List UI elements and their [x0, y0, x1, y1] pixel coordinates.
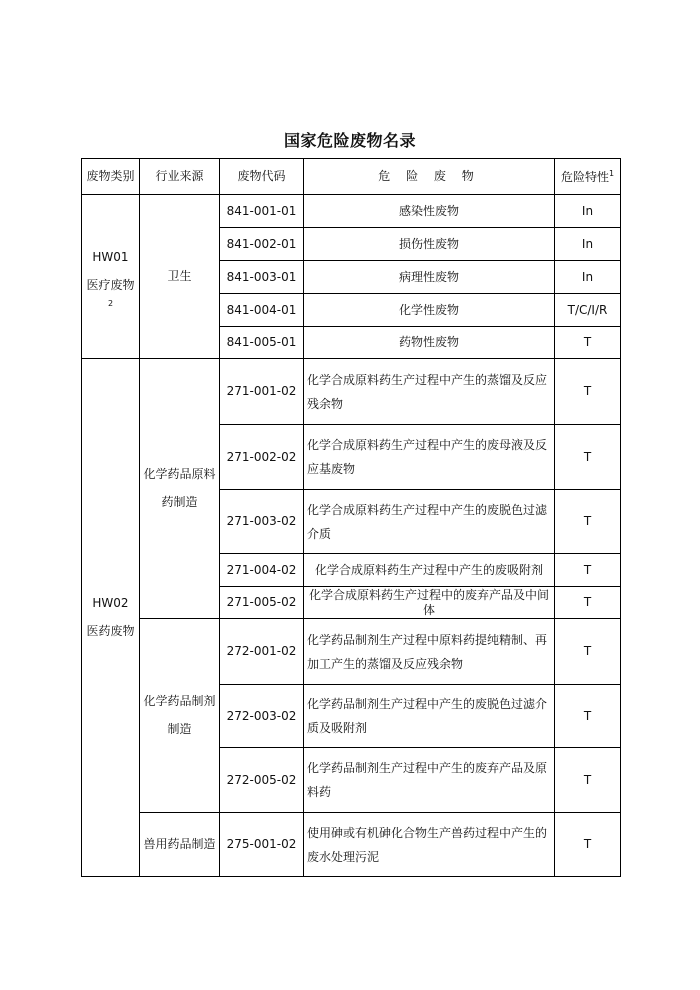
waste-description: 使用砷或有机砷化合物生产兽药过程中产生的废水处理污泥: [304, 813, 555, 877]
table-row: [82, 359, 621, 425]
category-name: 医疗废物: [86, 277, 135, 292]
waste-description: 化学合成原料药生产过程中产生的废母液及反应基废物: [304, 425, 555, 490]
hazard-characteristic: In: [555, 261, 621, 294]
hazard-characteristic: T: [555, 490, 621, 554]
hazard-characteristic: T: [555, 619, 621, 685]
industry-cell: 卫生: [140, 195, 220, 359]
category-cell-hw01: [82, 195, 140, 359]
waste-code: 271-003-02: [220, 490, 304, 554]
waste-description: 化学性废物: [304, 294, 555, 327]
hazard-characteristic: In: [555, 195, 621, 228]
table-row: [82, 813, 621, 877]
hazard-characteristic: T: [555, 748, 621, 813]
waste-description: 化学药品制剂生产过程中原料药提纯精制、再加工产生的蒸馏及反应残余物: [304, 619, 555, 685]
waste-code: 271-001-02: [220, 359, 304, 425]
category-cell-hw02: [82, 359, 140, 877]
waste-code: 271-004-02: [220, 554, 304, 587]
industry-cell: 兽用药品制造: [140, 813, 220, 877]
footnote-marker: 1: [608, 168, 615, 178]
waste-description: 化学合成原料药生产过程中的废弃产品及中间体: [304, 587, 555, 619]
header-waste: 危 险 废 物: [304, 159, 555, 195]
hazard-characteristic: T: [555, 587, 621, 619]
waste-description: 化学合成原料药生产过程中产生的蒸馏及反应残余物: [304, 359, 555, 425]
waste-code: 841-004-01: [220, 294, 304, 327]
table-row: [82, 619, 621, 685]
footnote-marker: 2: [107, 299, 114, 309]
page-title: 国家危险废物名录: [283, 131, 416, 150]
waste-description: 化学药品制剂生产过程中产生的废弃产品及原料药: [304, 748, 555, 813]
waste-code: 841-005-01: [220, 327, 304, 359]
waste-code: 275-001-02: [220, 813, 304, 877]
table-header-row: [82, 159, 621, 195]
industry-cell: 化学药品制剂制造: [140, 619, 220, 813]
waste-code: 271-002-02: [220, 425, 304, 490]
table-row: [82, 195, 621, 228]
waste-description: 化学合成原料药生产过程中产生的废脱色过滤介质: [304, 490, 555, 554]
header-hazard: [555, 159, 621, 195]
waste-description: 化学合成原料药生产过程中产生的废吸附剂: [304, 554, 555, 587]
waste-description: 感染性废物: [304, 195, 555, 228]
waste-description: 病理性废物: [304, 261, 555, 294]
header-industry: 行业来源: [140, 159, 220, 195]
hazardous-waste-table: [81, 158, 621, 877]
waste-code: 841-003-01: [220, 261, 304, 294]
waste-code: 841-002-01: [220, 228, 304, 261]
waste-description: 化学药品制剂生产过程中产生的废脱色过滤介质及吸附剂: [304, 685, 555, 748]
waste-code: 272-003-02: [220, 685, 304, 748]
waste-code: 841-001-01: [220, 195, 304, 228]
hazard-characteristic: T: [555, 813, 621, 877]
hazard-characteristic: T: [555, 327, 621, 359]
waste-code: 272-005-02: [220, 748, 304, 813]
waste-code: 272-001-02: [220, 619, 304, 685]
header-code: 废物代码: [220, 159, 304, 195]
category-code: HW01: [92, 250, 129, 265]
waste-code: 271-005-02: [220, 587, 304, 619]
category-code: HW02: [92, 595, 129, 610]
header-category: 废物类别: [82, 159, 140, 195]
header-hazard-label: 危险特性: [560, 169, 609, 184]
industry-cell: 化学药品原料药制造: [140, 359, 220, 619]
hazard-characteristic: T: [555, 554, 621, 587]
hazard-characteristic: T/C/I/R: [555, 294, 621, 327]
waste-description: 药物性废物: [304, 327, 555, 359]
hazard-characteristic: T: [555, 685, 621, 748]
hazard-characteristic: T: [555, 359, 621, 425]
hazard-characteristic: T: [555, 425, 621, 490]
hazard-characteristic: In: [555, 228, 621, 261]
waste-description: 损伤性废物: [304, 228, 555, 261]
category-name: 医药废物: [86, 623, 135, 638]
